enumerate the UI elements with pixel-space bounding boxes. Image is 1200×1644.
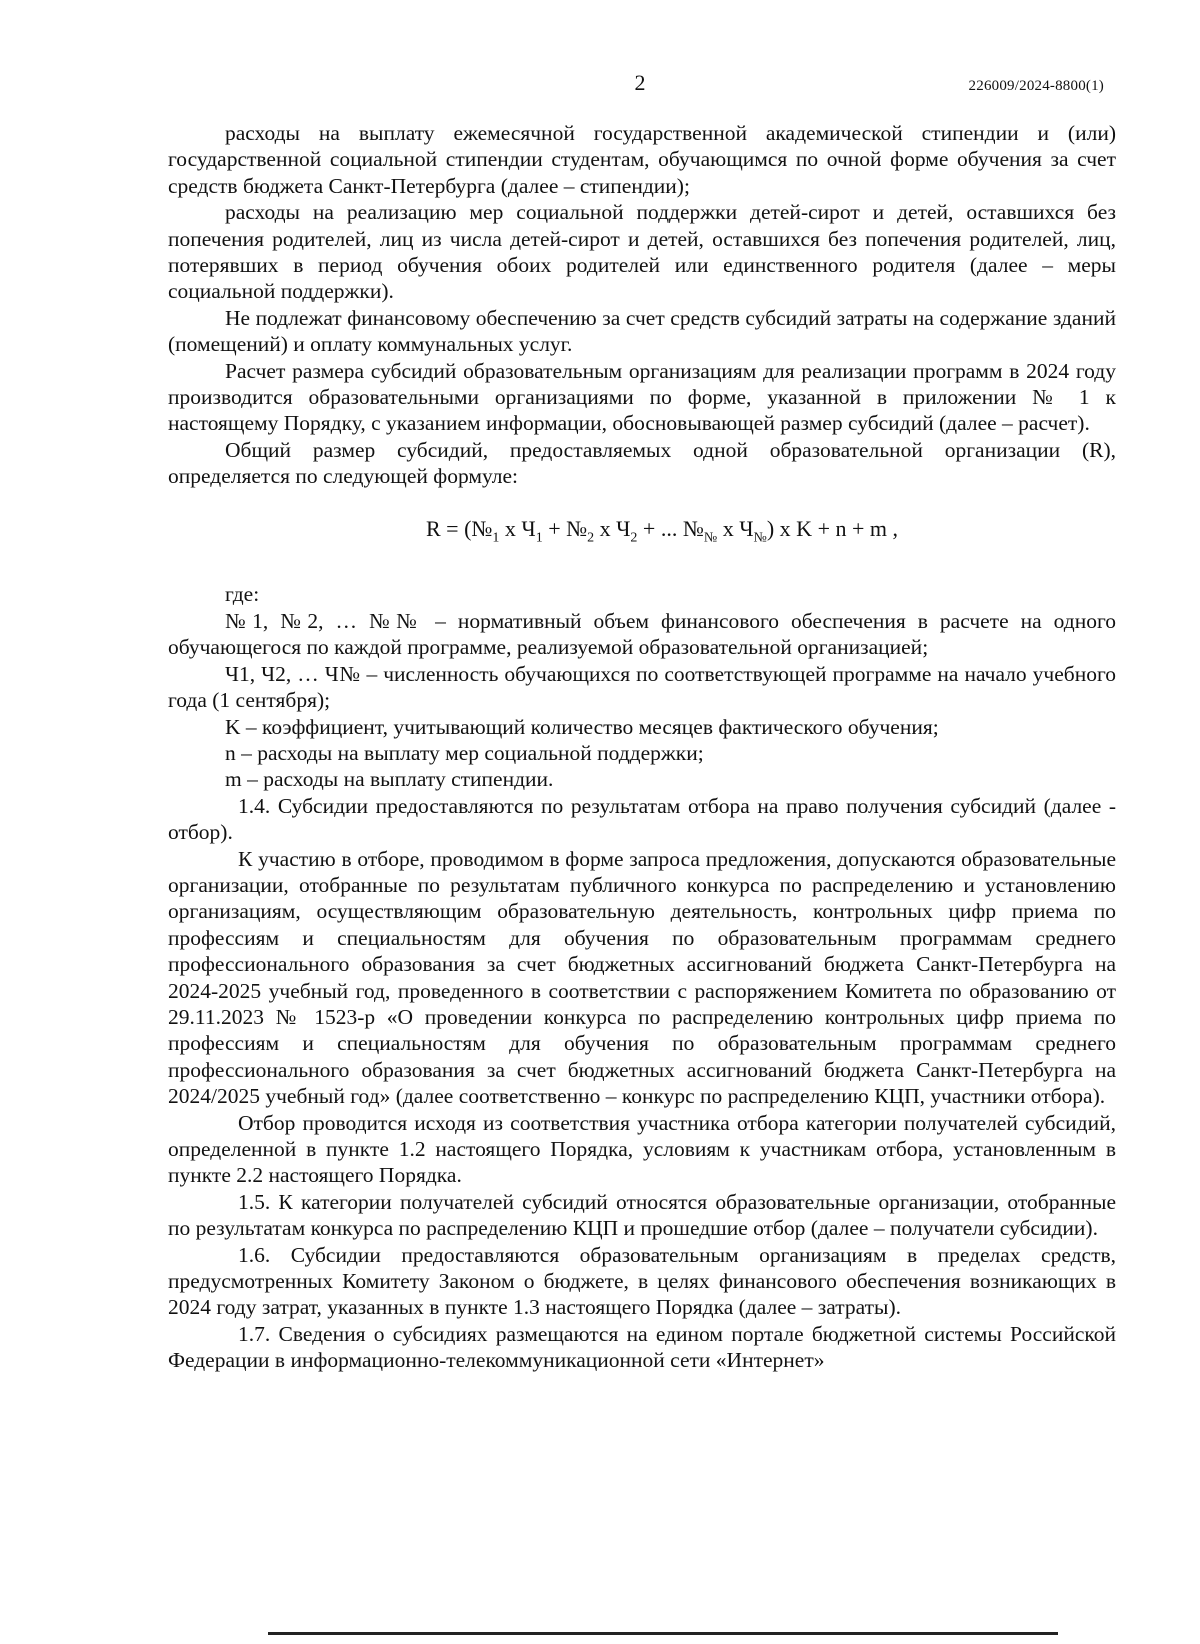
page-number: 2: [634, 70, 646, 95]
formula-part: x Ч: [594, 515, 631, 541]
formula-part: R = (№: [425, 515, 493, 541]
paragraph-not-financed: Не подлежат финансовому обеспечению за счет средств субсидий затраты на содержание зданий (помещений) и оплату коммунальных услуг.: [168, 305, 1116, 357]
formula-subscript: 1: [492, 530, 500, 546]
formula-part: x Ч: [499, 515, 536, 541]
section-1-7: 1.7. Сведения о субсидиях размещаются на едином портале бюджетной системы Российской Федерации в информационно-телекоммуникационной сети «Интернет»: [168, 1321, 1116, 1373]
document-body: [168, 120, 1116, 1374]
paragraph-social-support-expenses: расходы на реализацию мер социальной поддержки детей-сирот и детей, оставшихся без попечения родителей, лиц из числа детей-сирот и детей, оставшихся без попечения родителей, лиц, потерявших в период обучения обоих родителей или единственного родителя (далее – меры социальной поддержки).: [168, 200, 1116, 304]
definition-stipend: m – расходы на выплату стипендии.: [225, 767, 554, 792]
formula-part: + ... №: [637, 515, 704, 541]
formula-part: + №: [542, 515, 588, 541]
formula-subscript: №: [703, 530, 718, 546]
definition-student-count: Ч1, Ч2, … Ч№ – численность обучающихся по соответствующей программе на начало учебного года (1 сентября);: [168, 661, 1116, 713]
section-1-4-selection: Отбор проводится исходя из соответствия участника отбора категории получателей субсидий, определенной в пункте 1.2 настоящего Порядка, условиям к участникам отбора, установленным в пункте 2.2 настоящего Порядка.: [168, 1110, 1116, 1188]
section-1-4-participation: К участию в отборе, проводимом в форме запроса предложения, допускаются образовательные организации, отобранные по результатам публичного конкурса по распределению и установлению организациям, осуществляющим образовательную деятельность, контрольных цифр приема по профессиям и специальностям для обучения по образовательным программам среднего профессионального образования за счет бюджетных ассигнований бюджета Санкт-Петербурга на 2024-2025 учебный год, проведенного в соответствии с распоряжением Комитета по образованию от 29.11.2023 № 1523-р «О проведении конкурса по распределению контрольных цифр приема по профессиям и специальностям для обучения по образовательным программам среднего профессионального образования за счет бюджетных ассигнований бюджета Санкт-Петербурга на 2024/2025 учебный год» (далее соответственно – конкурс по распределению КЦП, участники отбора).: [168, 846, 1116, 1109]
paragraph-stipend-expenses: расходы на выплату ежемесячной государственной академической стипендии и (или) государственной социальной стипендии студентам, обучающимся по очной форме обучения за счет средств бюджета Санкт-Петербурга (далее – стипендии);: [168, 121, 1116, 198]
section-1-6: 1.6. Субсидии предоставляются образовательным организациям в пределах средств, предусмотренных Комитету Законом о бюджете, в целях финансового обеспечения возникающих в 2024 году затрат, указанных в пункте 1.3 настоящего Порядка (далее – затраты).: [168, 1242, 1116, 1320]
section-1-5: 1.5. К категории получателей субсидий относятся образовательные организации, отобранные по результатам конкурса по распределению КЦП и прошедшие отбор (далее – получатели субсидии).: [168, 1189, 1116, 1241]
formula-part: x Ч: [717, 515, 754, 541]
formula-subscript: 1: [535, 530, 543, 546]
definition-social-support: n – расходы на выплату мер социальной поддержки;: [225, 740, 704, 765]
formula-part: ) x K + n + m ,: [766, 515, 898, 541]
formula-subscript: №: [753, 530, 767, 546]
subsidy-formula: [168, 516, 1116, 552]
where-label: где:: [225, 582, 260, 607]
bottom-divider: [268, 1632, 1058, 1635]
definition-coefficient: K – коэффициент, учитывающий количество месяцев фактического обучения;: [225, 714, 939, 739]
document-id: 226009/2024-8800(1): [968, 78, 1104, 94]
paragraph-total-size: Общий размер субсидий, предоставляемых одной образовательной организации (R), определяется по следующей формуле:: [168, 437, 1116, 489]
formula-subscript: 2: [587, 530, 595, 546]
formula-subscript: 2: [630, 530, 638, 546]
paragraph-calculation: Расчет размера субсидий образовательным организациям для реализации программ в 2024 году производится образовательными организациями по форме, указанной в приложении № 1 к настоящему Порядку, с указанием информации, обосновывающей размер субсидий (далее – расчет).: [168, 358, 1116, 436]
section-1-4: 1.4. Субсидии предоставляются по результатам отбора на право получения субсидий (далее - отбор).: [168, 793, 1116, 845]
definition-norm-volume: №1, №2, … №№ – нормативный объем финансового обеспечения в расчете на одного обучающегося по каждой программе, реализуемой образовательной организацией;: [168, 608, 1116, 660]
